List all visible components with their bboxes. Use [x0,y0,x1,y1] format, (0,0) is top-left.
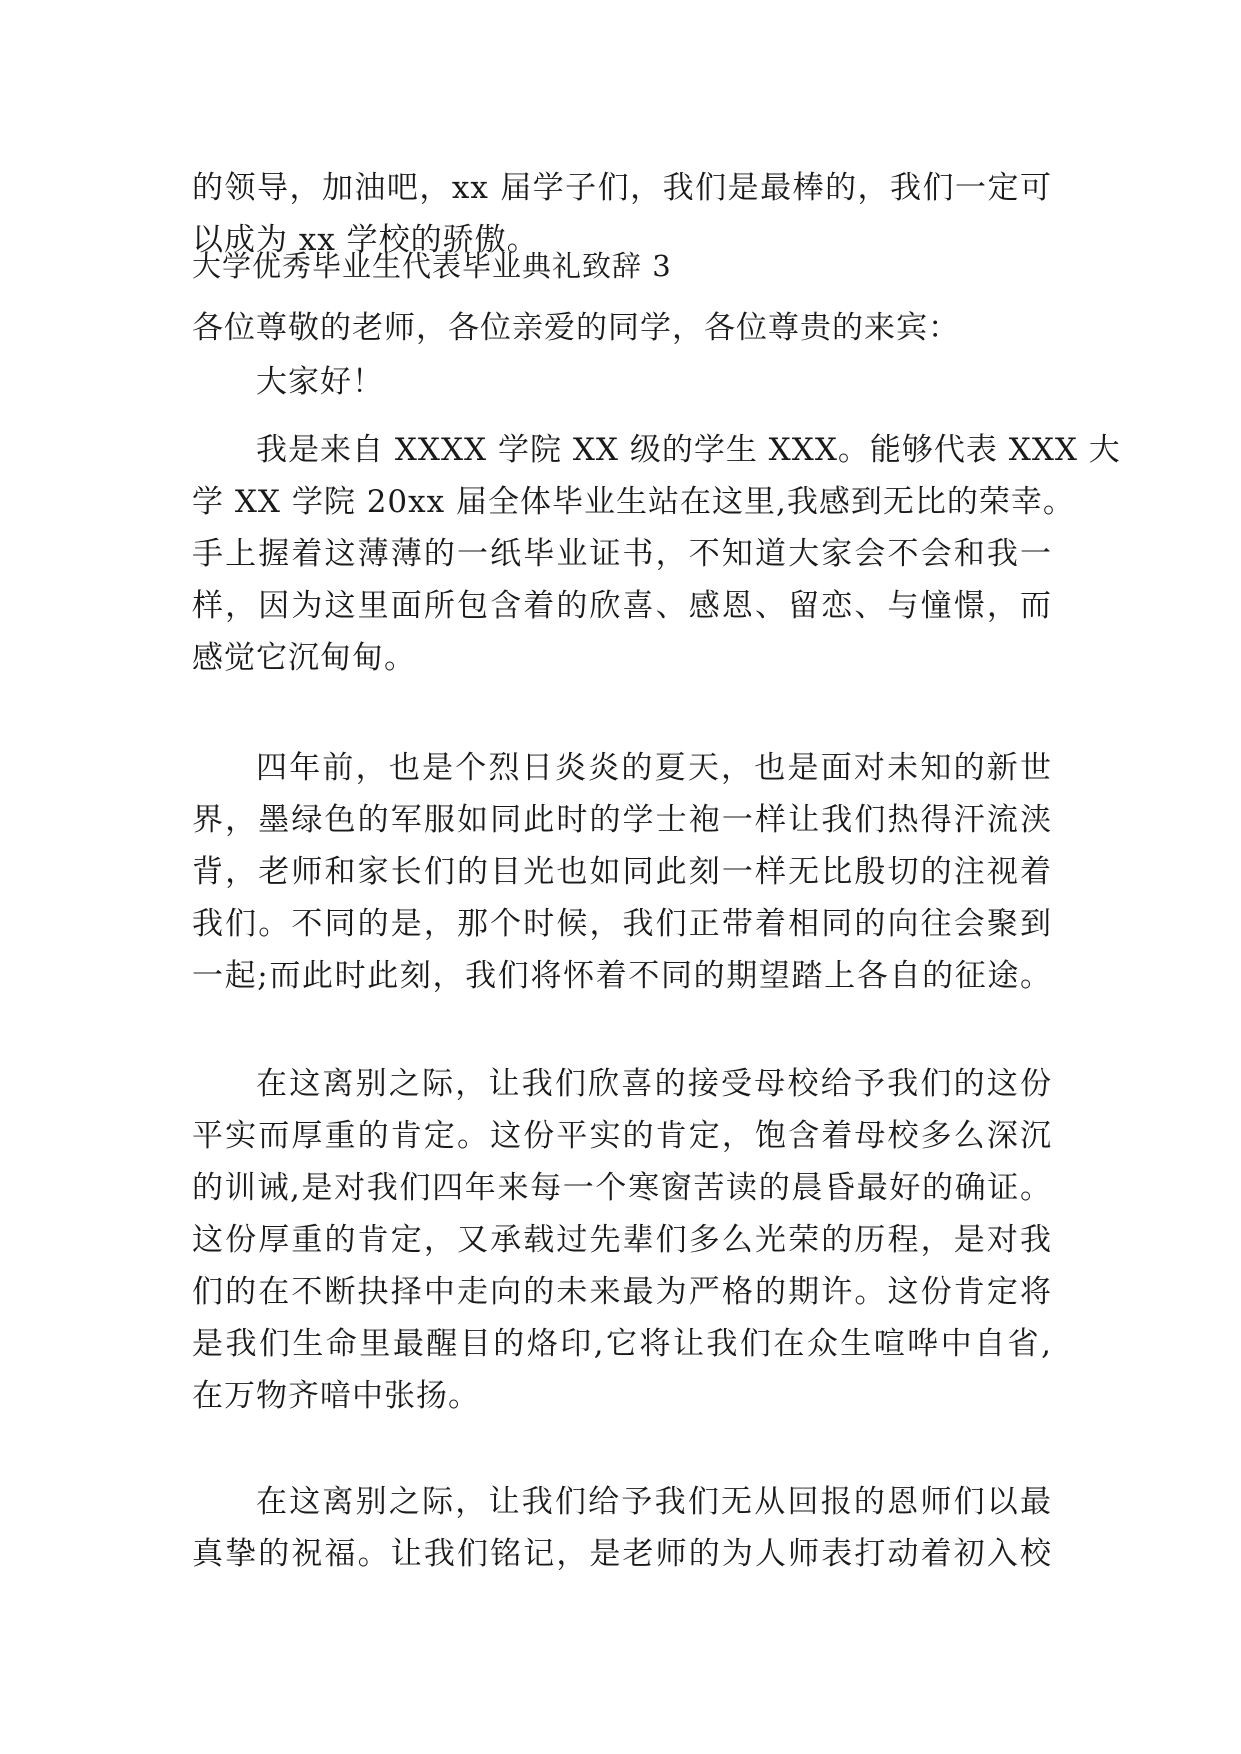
text-line: 一起;而此时此刻，我们将怀着不同的期望踏上各自的征途。 [192,958,1052,994]
salutation: 各位尊敬的老师，各位亲爱的同学，各位尊贵的来宾： [192,310,960,346]
text-line: 的领导，加油吧，xx 届学子们，我们是最棒的，我们一定可 [192,170,1052,206]
text-line: 是我们生命里最醒目的烙印,它将让我们在众生喧哗中自省, [192,1326,1052,1362]
text-line: 样，因为这里面所包含着的欣喜、感恩、留恋、与憧憬，而 [192,588,1052,624]
paragraph-2 [192,742,1052,1002]
text-line: 学 XX 学院 20xx 届全体毕业生站在这里,我感到无比的荣幸。 [192,484,1075,520]
text-line: 真挚的祝福。让我们铭记，是老师的为人师表打动着初入校 [192,1536,1052,1572]
text-line: 感觉它沉甸甸。 [192,640,416,676]
text-line: 我们。不同的是，那个时候，我们正带着相同的向往会聚到 [192,906,1052,942]
section-heading: 大学优秀毕业生代表毕业典礼致辞 3 [192,249,672,283]
text-line: 们的在不断抉择中走向的未来最为严格的期许。这份肯定将 [192,1274,1052,1310]
text-line: 的训诫,是对我们四年来每一个寒窗苦读的晨昏最好的确证。 [192,1170,1052,1206]
text-line: 在这离别之际，让我们欣喜的接受母校给予我们的这份 [256,1066,1052,1102]
text-line: 平实而厚重的肯定。这份平实的肯定，饱含着母校多么深沉 [192,1118,1052,1154]
section-heading-block [192,240,1052,292]
text-line: 以成为 xx 学校的骄傲。 [192,222,539,258]
paragraph-3 [192,1058,1052,1422]
text-line: 在万物齐喑中张扬。 [192,1378,480,1414]
text-line: 在这离别之际，让我们给予我们无从回报的恩师们以最 [256,1484,1052,1520]
salutation-block [192,302,1052,354]
greeting-block [192,356,1052,408]
text-line: 界，墨绿色的军服如同此时的学士袍一样让我们热得汗流浃 [192,802,1052,838]
greeting: 大家好！ [256,364,384,400]
paragraph-4 [192,1476,1052,1580]
text-line: 我是来自 XXXX 学院 XX 级的学生 XXX。能够代表 XXX 大 [256,432,1121,468]
paragraph-1 [192,424,1121,684]
text-line: 这份厚重的肯定，又承载过先辈们多么光荣的历程，是对我 [192,1222,1052,1258]
text-line: 背，老师和家长们的目光也如同此刻一样无比殷切的注视着 [192,854,1052,890]
text-line: 手上握着这薄薄的一纸毕业证书，不知道大家会不会和我一 [192,536,1052,572]
text-line: 四年前，也是个烈日炎炎的夏天，也是面对未知的新世 [256,750,1052,786]
